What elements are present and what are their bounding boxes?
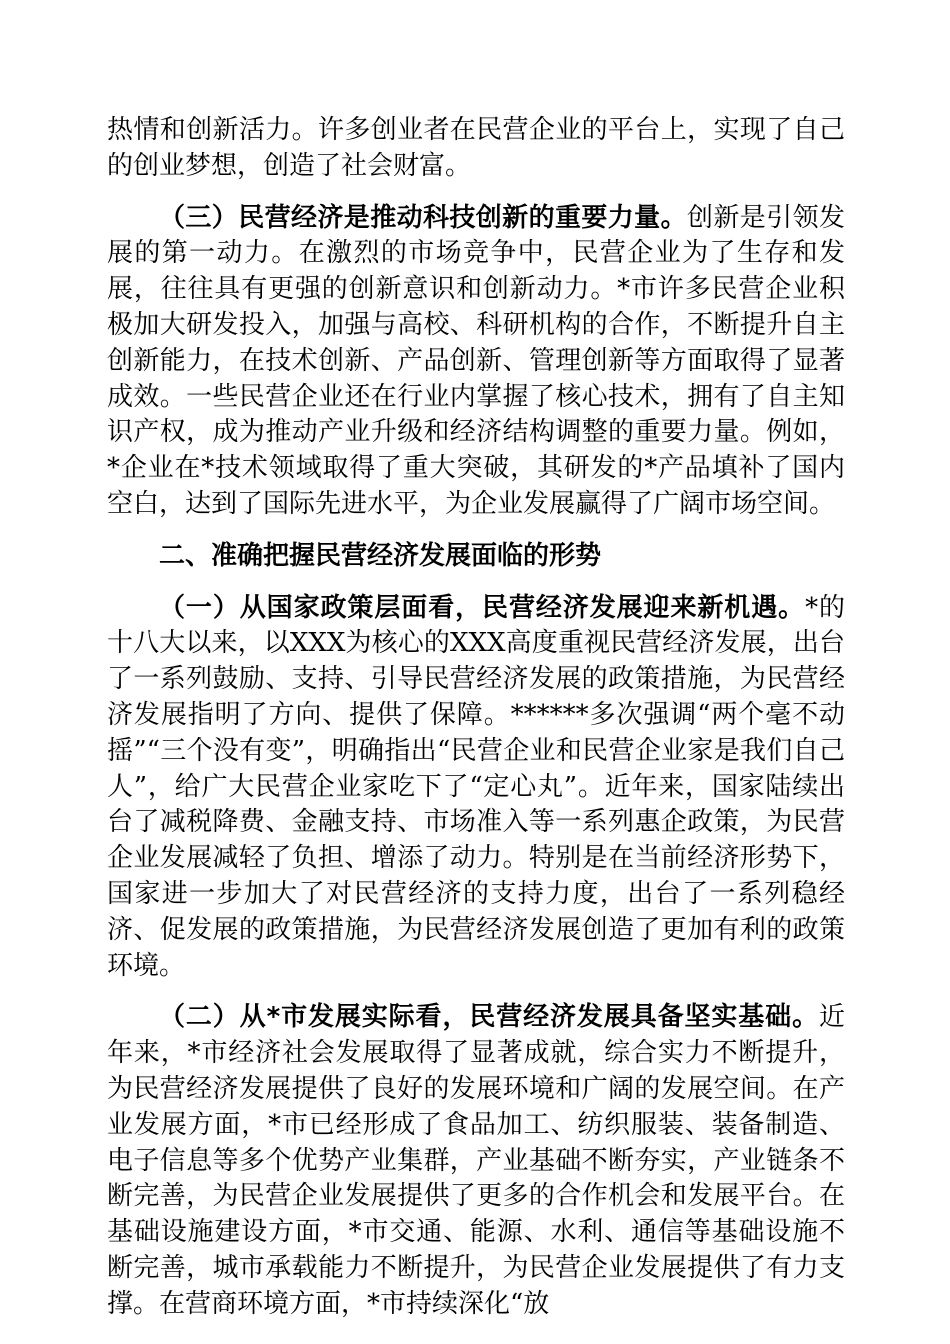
document-body: [107, 113, 845, 1323]
paragraph-continued: [107, 113, 845, 185]
section-heading: 二、准确把握民营经济发展面临的形势: [159, 540, 602, 571]
paragraph-text: 创新是引领发展的第一动力。在激烈的市场竞争中，民营企业为了生存和发展，往往具有更强的创新意识和创新动力。*市许多民营企业积极加大研发投入，加强与高校、科研机构的合作，不断提升自主创新能力，在技术创新、产品创新、管理创新等方面取得了显著成效。一些民营企业还在行业内掌握了核心技术，拥有了自主知识产权，成为推动产业升级和经济结构调整的重要力量。例如，*企业在*技术领域取得了重大突破，其研发的*产品填补了国内空白，达到了国际先进水平，为企业发展赢得了广阔市场空间。: [107, 202, 845, 519]
paragraph-national-policy: [107, 591, 845, 985]
paragraph-lead: （三）民营经济是推动科技创新的重要力量。: [159, 202, 687, 233]
paragraph-lead: （二）从*市发展实际看，民营经济发展具备坚实基础。: [159, 1002, 819, 1033]
paragraph-text: 近年来，*市经济社会发展取得了显著成就，综合实力不断提升，为民营经济发展提供了良好的发展环境和广阔的发展空间。在产业发展方面，*市已经形成了食品加工、纺织服装、装备制造、电子信息等多个优势产业集群，产业基础不断夯实，产业链条不断完善，为民营企业发展提供了更多的合作机会和发展平台。在基础设施建设方面，*市交通、能源、水利、通信等基础设施不断完善，城市承载能力不断提升，为民营企业发展提供了有力支撑。在营商环境方面，*市持续深化“放: [107, 1002, 845, 1319]
paragraph-tech-innovation: [107, 201, 845, 523]
paragraph-city-foundation: [107, 1000, 845, 1322]
paragraph-text: *的十八大以来，以XXX为核心的XXX高度重视民营经济发展，出台了一系列鼓励、支持、引导民营经济发展的政策措施，为民营经济发展指明了方向、提供了保障。******多次强调“两个毫不动摇”“三个没有变”，明确指出“民营企业和民营企业家是我们自己人”，给广大民营企业家吃下了“定心丸”。近年来，国家陆续出台了减税降费、金融支持、市场准入等一系列惠企政策，为民营企业发展减轻了负担、增添了动力。特别是在当前经济形势下，国家进一步加大了对民营经济的支持力度，出台了一系列稳经济、促发展的政策措施，为民营经济发展创造了更加有利的政策环境。: [107, 592, 845, 981]
paragraph-lead: （一）从国家政策层面看，民营经济发展迎来新机遇。: [159, 592, 806, 623]
paragraph-text: 热情和创新活力。许多创业者在民营企业的平台上，实现了自己的创业梦想，创造了社会财富。: [107, 115, 845, 181]
